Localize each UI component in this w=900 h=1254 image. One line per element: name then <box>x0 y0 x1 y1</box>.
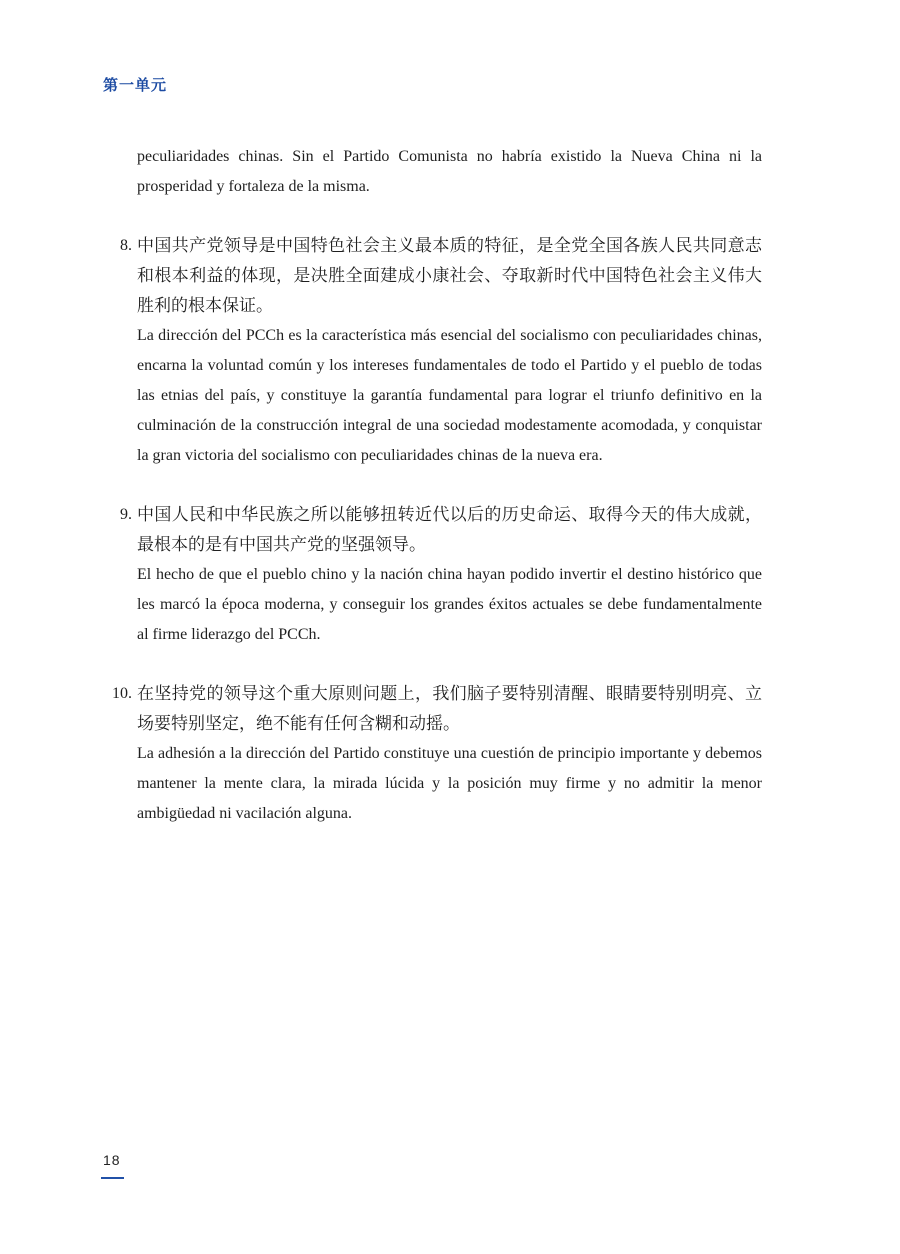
item-number: 9. <box>120 506 132 523</box>
item-number: 8. <box>120 237 132 254</box>
item-spanish-text: El hecho de que el pueblo chino y la nación china hayan podido invertir el destino histórico que les marcó la época moderna, y conseguir los grandes éxitos actuales se debe fundamentalmente al firme liderazgo del PCCh. <box>137 566 762 643</box>
list-item <box>120 231 762 471</box>
page-number-underline <box>101 1177 124 1179</box>
item-number: 10. <box>112 685 132 702</box>
continuation-paragraph: peculiaridades chinas. Sin el Partido Comunista no habría existido la Nueva China ni la prosperidad y fortaleza de la misma. <box>137 148 762 195</box>
text-column <box>112 142 762 829</box>
list-item <box>112 679 762 829</box>
item-spanish-text: La dirección del PCCh es la característica más esencial del socialismo con peculiaridades chinas, encarna la voluntad común y los intereses fundamentales de todo el Partido y el pueblo de todas las etnias del país, y constituye la garantía fundamental para lograr el triunfo definitivo en la culminación de la construcción integral de una sociedad modestamente acomodada, y conquistar la gran victoria del socialismo con peculiaridades chinas de la nueva era. <box>137 327 762 464</box>
unit-header: 第一单元 <box>103 77 168 94</box>
item-chinese-text: 中国共产党领导是中国特色社会主义最本质的特征，是全党全国各族人民共同意志和根本利益的体现，是决胜全面建成小康社会、夺取新时代中国特色社会主义伟大胜利的根本保证。 <box>137 236 762 315</box>
list-item <box>120 500 762 650</box>
item-chinese-text: 中国人民和中华民族之所以能够扭转近代以后的历史命运、取得今天的伟大成就，最根本的是有中国共产党的坚强领导。 <box>137 505 762 554</box>
item-chinese-text: 在坚持党的领导这个重大原则问题上，我们脑子要特别清醒、眼睛要特别明亮、立场要特别坚定，绝不能有任何含糊和动摇。 <box>137 684 762 733</box>
item-spanish-text: La adhesión a la dirección del Partido constituye una cuestión de principio importante y debemos mantener la mente clara, la mirada lúcida y la posición muy firme y no admitir la menor ambigüedad ni vacilación alguna. <box>137 745 762 822</box>
page-number: 18 <box>103 1152 121 1168</box>
